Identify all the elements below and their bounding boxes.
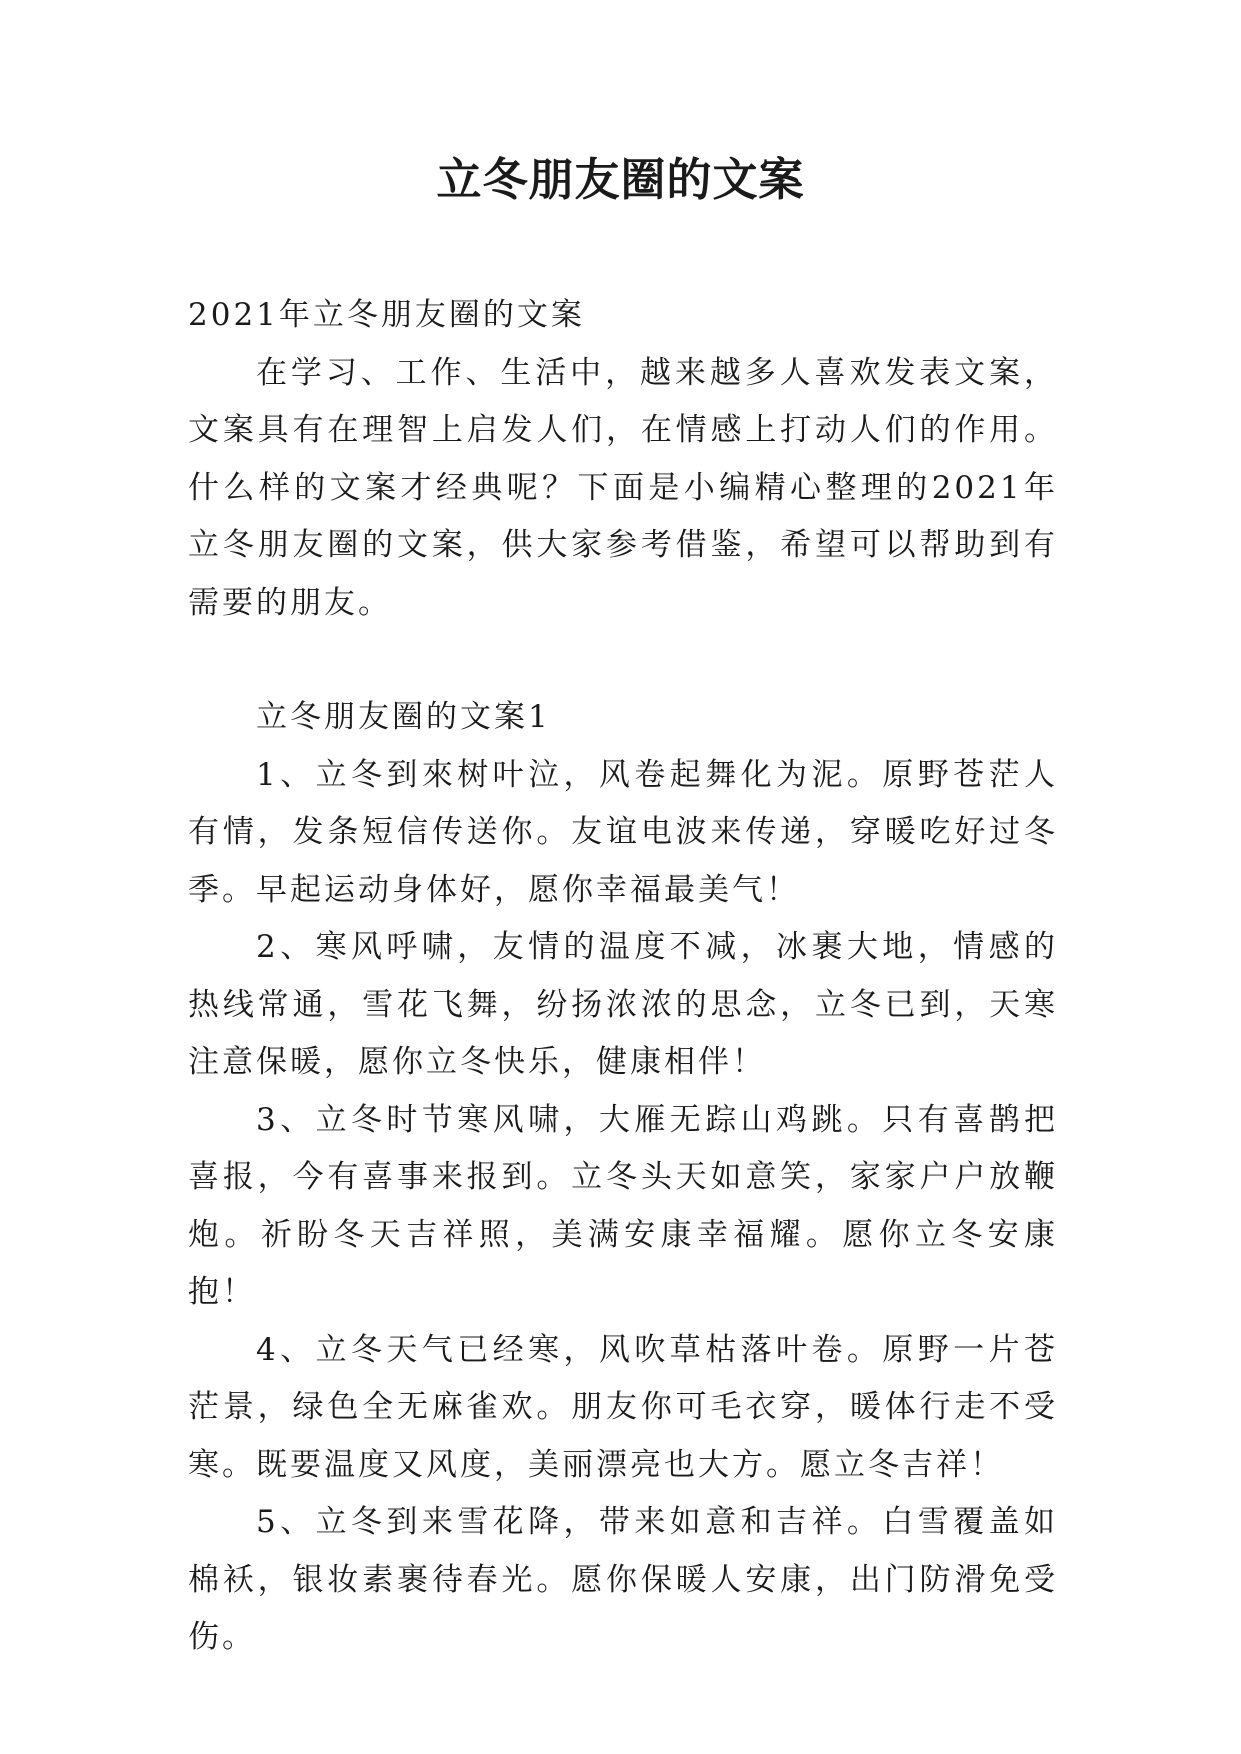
section-heading: 立冬朋友圈的文案1	[256, 699, 551, 735]
list-item: 1、立冬到來树叶泣，风卷起舞化为泥。原野苍茫人有情，发条短信传送你。友谊电波来传递，穿暖吃好过冬季。早起运动身体好，愿你幸福最美气！	[188, 756, 1058, 908]
intro-paragraph: 在学习、工作、生活中，越来越多人喜欢发表文案，文案具有在理智上启发人们，在情感上打动人们的作用。什么样的文案才经典呢？下面是小编精心整理的2021年立冬朋友圈的文案，供大家参考借鉴，希望可以帮助到有需要的朋友。	[188, 354, 1058, 621]
list-item: 5、立冬到来雪花降，带来如意和吉祥。白雪覆盖如棉袄，银妆素裹待春光。愿你保暖人安康，出门防滑免受伤。	[188, 1504, 1058, 1655]
document-body	[188, 287, 1058, 1667]
list-item: 3、立冬时节寒风啸，大雁无踪山鸡跳。只有喜鹊把喜报，今有喜事来报到。立冬头天如意笑，家家户户放鞭炮。祈盼冬天吉祥照，美满安康幸福耀。愿你立冬安康抱！	[188, 1101, 1058, 1310]
paragraph-spacer	[188, 632, 1058, 689]
document-title: 立冬朋友圈的文案	[436, 153, 805, 206]
list-item: 4、立冬天气已经寒，风吹草枯落叶卷。原野一片苍茫景，绿色全无麻雀欢。朋友你可毛衣穿，暖体行走不受寒。既要温度又风度，美丽漂亮也大方。愿立冬吉祥！	[188, 1331, 1058, 1483]
document-subtitle: 2021年立冬朋友圈的文案	[188, 297, 585, 333]
list-item: 2、寒风呼啸，友情的温度不减，冰裹大地，情感的热线常通，雪花飞舞，纷扬浓浓的思念，立冬已到，天寒注意保暖，愿你立冬快乐，健康相伴！	[188, 929, 1058, 1080]
